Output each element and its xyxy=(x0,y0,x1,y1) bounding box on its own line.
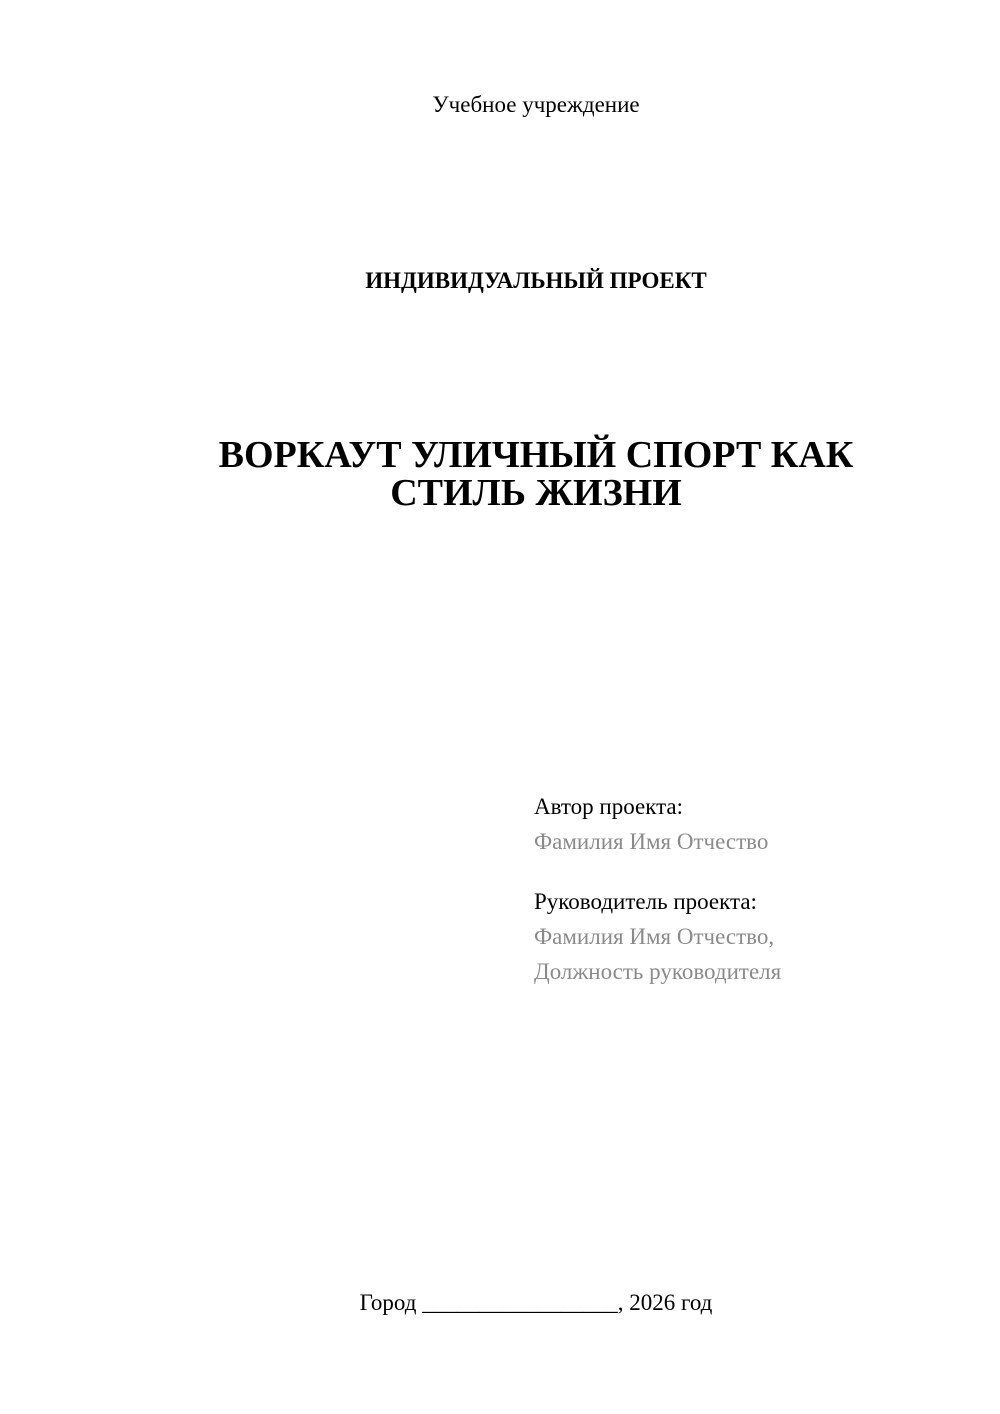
author-name: Фамилия Имя Отчество xyxy=(534,829,769,854)
info-spacer xyxy=(534,859,781,884)
project-type-heading: ИНДИВИДУАЛЬНЫЙ ПРОЕКТ xyxy=(365,268,707,293)
footer-city-year xyxy=(0,1290,1000,1316)
project-title-line-1: ВОРКАУТ УЛИЧНЫЙ СПОРТ КАК xyxy=(218,434,854,476)
year-text: , 2026 год xyxy=(617,1290,713,1315)
project-title xyxy=(180,436,892,512)
supervisor-label: Руководитель проекта: xyxy=(534,889,757,914)
project-info-block xyxy=(534,789,781,989)
author-label: Автор проекта: xyxy=(534,794,683,819)
city-blank: _________________ xyxy=(422,1290,618,1315)
supervisor-name: Фамилия Имя Отчество, xyxy=(534,924,775,949)
supervisor-position: Должность руководителя xyxy=(534,959,782,984)
project-title-line-2: СТИЛЬ ЖИЗНИ xyxy=(390,472,682,514)
institution-name: Учебное учреждение xyxy=(432,92,640,117)
city-label: Город xyxy=(359,1290,417,1315)
